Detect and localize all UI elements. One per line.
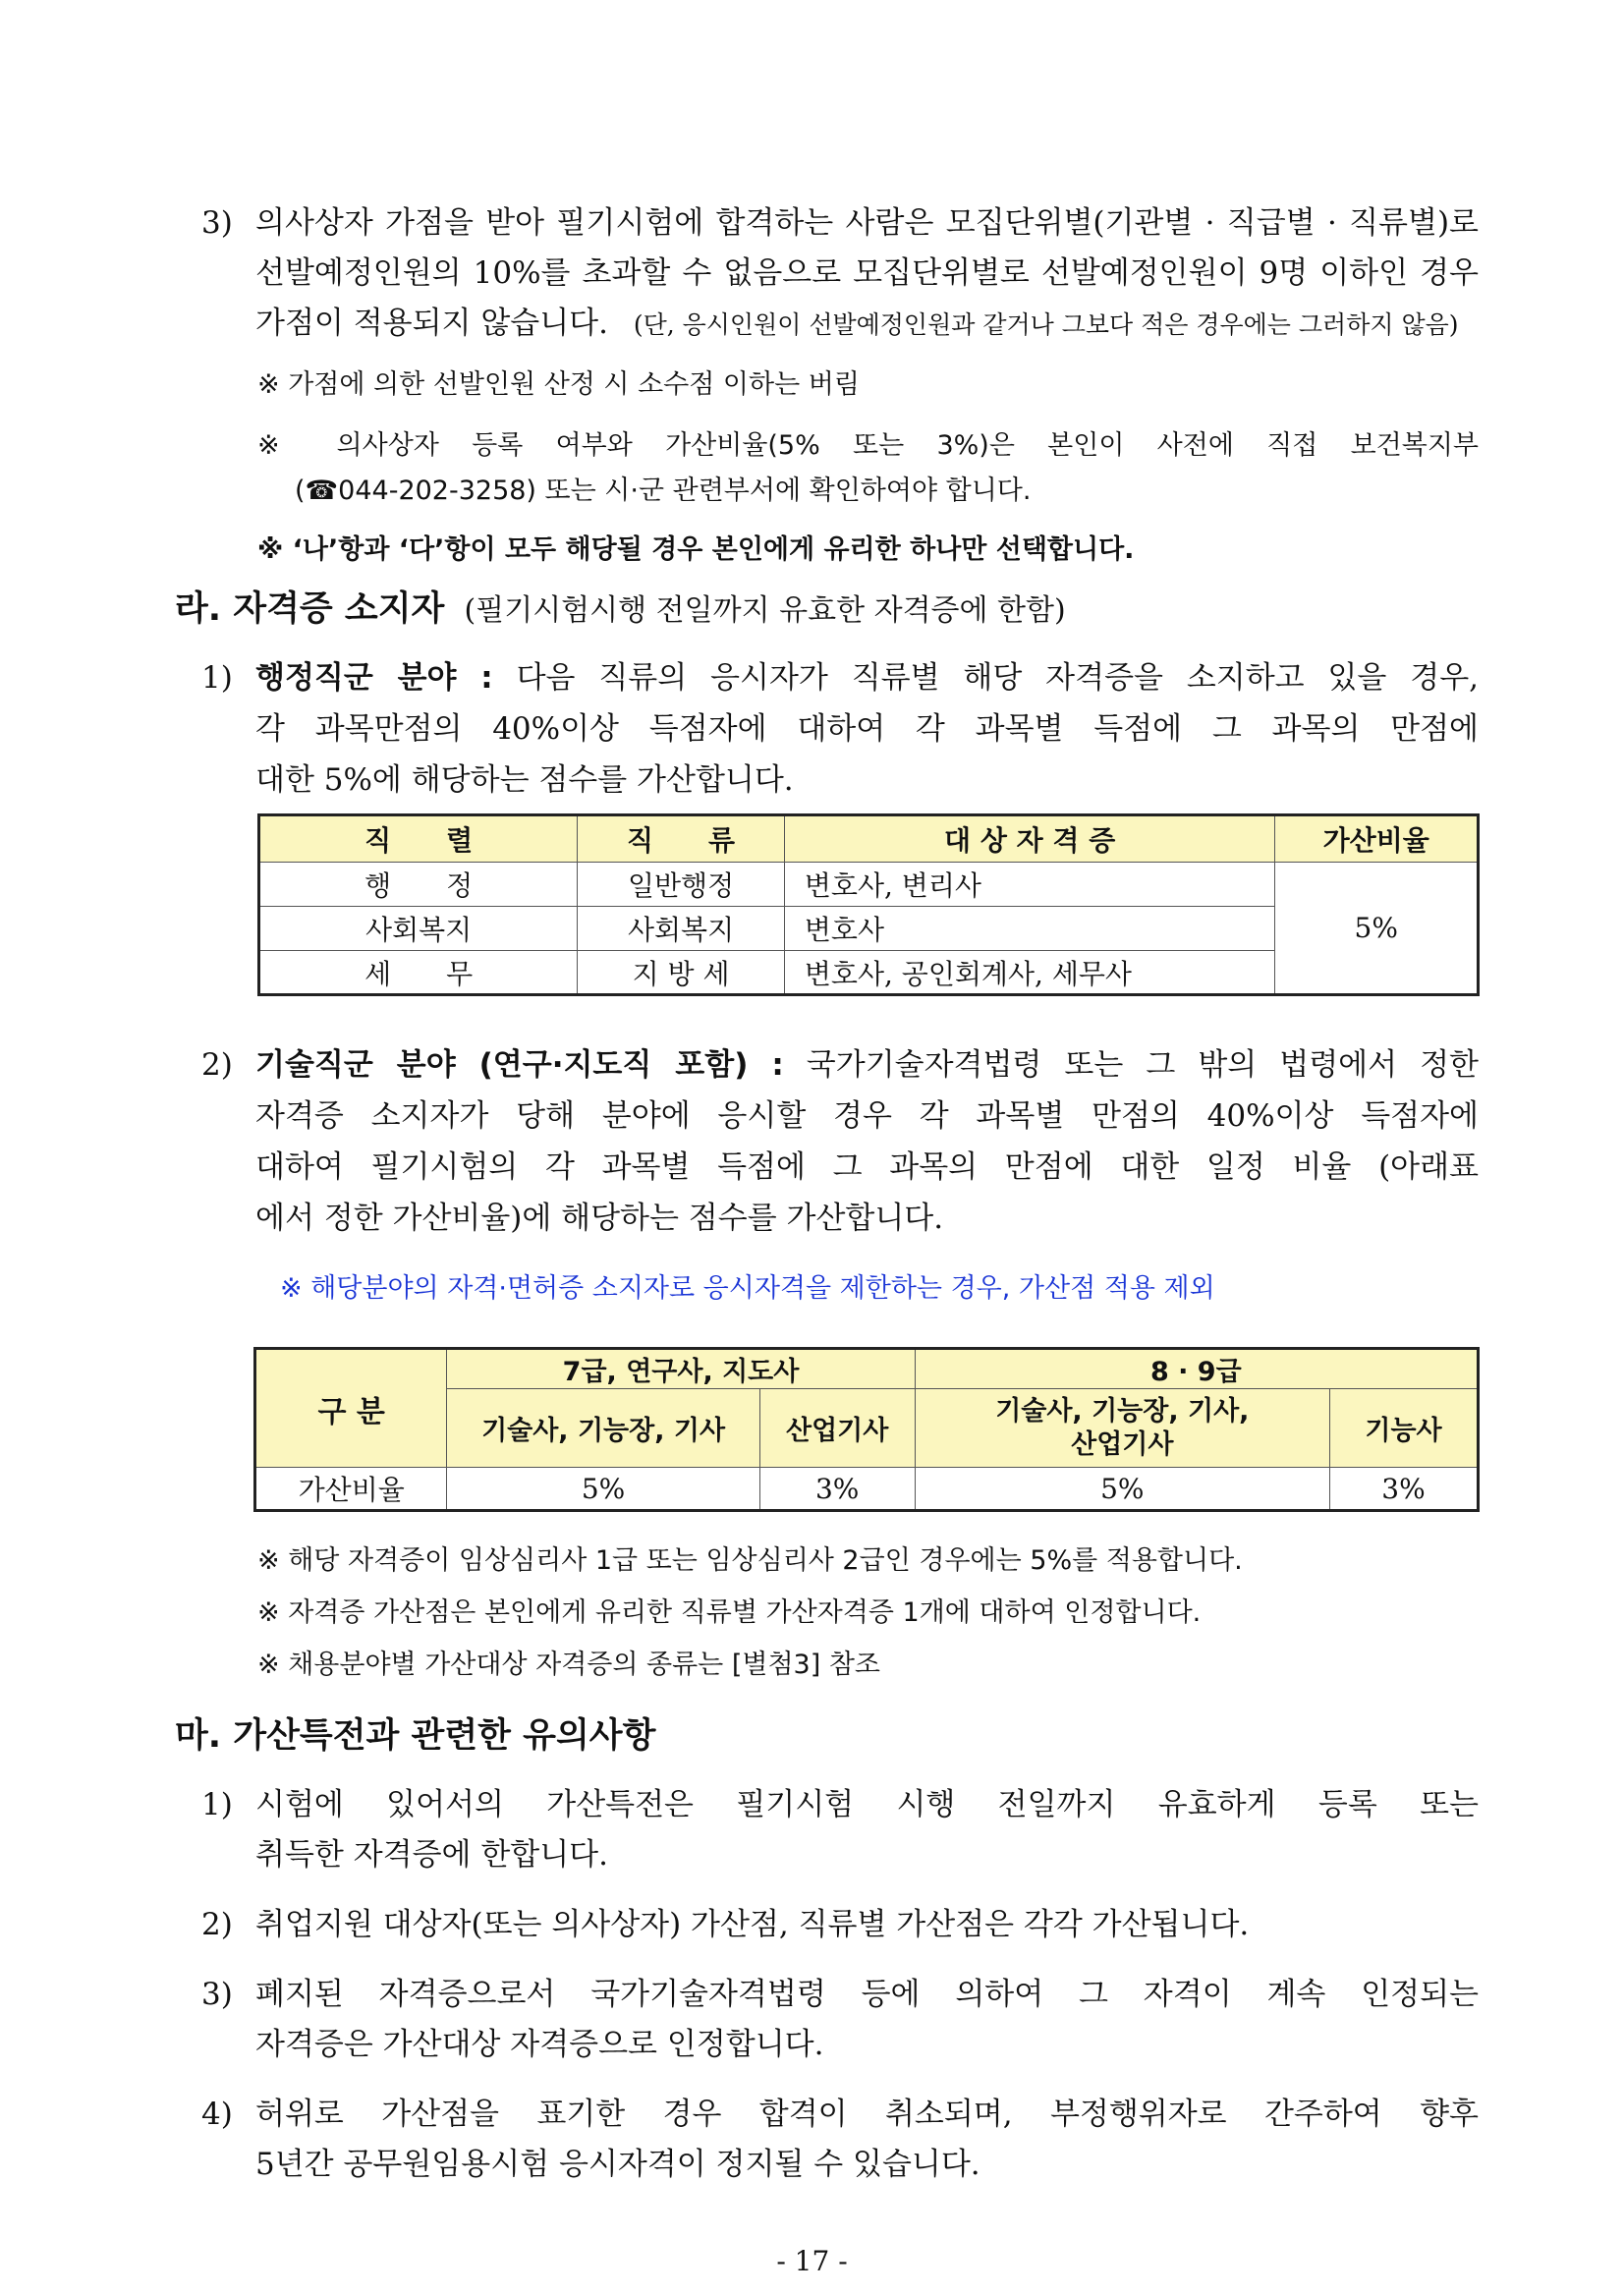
paragraph-line: 허위로 가산점을 표기한 경우 합격이 취소되며, 부정행위자로 간주하여 향후 xyxy=(255,2097,1479,2132)
paragraph-line: 대하여 필기시험의 각 과목별 득점에 그 과목의 만점에 대한 일정 비율 (아래표 xyxy=(255,1149,1479,1185)
table-header: 직 렬 xyxy=(259,815,578,863)
table-cell: 세 무 xyxy=(259,951,578,995)
paragraph-line xyxy=(255,302,1459,347)
table-group-header: 8 · 9급 xyxy=(915,1349,1478,1389)
paragraph-line: 자격증 소지자가 당해 분야에 응시할 경우 각 과목별 만점의 40%이상 득점자에 xyxy=(255,1098,1479,1134)
table-row xyxy=(259,863,1479,907)
paragraph-line xyxy=(255,1043,1479,1087)
section-heading: 마. 가산특전과 관련한 유의사항 xyxy=(175,1716,656,1756)
item-number: 1) xyxy=(201,1787,233,1822)
paragraph-line: 대한 5%에 해당하는 점수를 가산합니다. xyxy=(255,762,794,798)
note-line: (☎044-202-3258) 또는 시·군 관련부서에 확인하여야 합니다. xyxy=(295,476,1032,506)
table-cell: 행 정 xyxy=(259,863,578,907)
table-row xyxy=(255,1468,1479,1511)
paragraph-line xyxy=(255,656,1479,700)
table-cell: 지 방 세 xyxy=(578,951,785,995)
item-number: 3) xyxy=(201,205,233,241)
item-title: 기술직군 분야 (연구·지도직 포함) : xyxy=(255,1047,784,1083)
item-number: 4) xyxy=(201,2097,233,2132)
note-line-blue: ※ 해당분야의 자격·면허증 소지자로 응시자격을 제한하는 경우, 가산점 적용 제외 xyxy=(280,1273,1215,1304)
paragraph-text: 국가기술자격법령 또는 그 밖의 법령에서 정한 xyxy=(806,1047,1479,1083)
table-cell: 사회복지 xyxy=(578,907,785,951)
page-number: - 17 - xyxy=(776,2245,848,2277)
table-row-label: 가산비율 xyxy=(255,1468,447,1511)
item-number: 1) xyxy=(201,660,233,696)
note-line: ※ 채용분야별 가산대상 자격증의 종류는 [별첨3] 참조 xyxy=(257,1650,881,1680)
subheader-line: 산업기사 xyxy=(1071,1428,1174,1460)
paragraph-line: 의사상자 가점을 받아 필기시험에 합격하는 사람은 모집단위별(기관별 · 직급별 · 직류별)로 xyxy=(255,205,1479,241)
certificate-table-tech xyxy=(253,1347,1480,1512)
table-subheader xyxy=(915,1389,1329,1468)
table-subheader: 산업기사 xyxy=(759,1389,915,1468)
note-line: ※ 자격증 가산점은 본인에게 유리한 직류별 가산자격증 1개에 대하여 인정합니다. xyxy=(257,1597,1202,1628)
paragraph-line: 선발예정인원의 10%를 초과할 수 없음으로 모집단위별로 선발예정인원이 9명 이하인 경우 xyxy=(255,255,1479,291)
item-number: 3) xyxy=(201,1977,233,2012)
paragraph-line: 에서 정한 가산비율)에 해당하는 점수를 가산합니다. xyxy=(255,1201,944,1236)
paragraph-line: 폐지된 자격증으로서 국가기술자격법령 등에 의하여 그 자격이 계속 인정되는 xyxy=(255,1977,1479,2012)
table-corner-header: 구 분 xyxy=(255,1349,447,1468)
certificate-table-admin xyxy=(257,813,1480,996)
table-cell: 5% xyxy=(915,1468,1329,1511)
table-header: 대 상 자 격 증 xyxy=(784,815,1275,863)
table-subheader: 기술사, 기능장, 기사 xyxy=(447,1389,759,1468)
note-line: ※ 해당 자격증이 임상심리사 1급 또는 임상심리사 2급인 경우에는 5%를 적용합니다. xyxy=(257,1545,1243,1576)
item-number: 2) xyxy=(201,1047,233,1083)
table-cell: 5% xyxy=(447,1468,759,1511)
table-cell: 변호사 xyxy=(784,907,1275,951)
paragraph-line: 자격증은 가산대상 자격증으로 인정합니다. xyxy=(255,2027,824,2062)
paragraph-line: 시험에 있어서의 가산특전은 필기시험 시행 전일까지 유효하게 등록 또는 xyxy=(255,1787,1479,1822)
item-number: 2) xyxy=(201,1907,233,1942)
item-title: 행정직군 분야 : xyxy=(255,660,493,696)
paragraph-line: 취득한 자격증에 한합니다. xyxy=(255,1837,608,1873)
subheader-line: 기술사, 기능장, 기사, xyxy=(995,1395,1250,1427)
paragraph-text: 가점이 적용되지 않습니다. xyxy=(255,306,608,341)
table-cell: 변호사, 공인회계사, 세무사 xyxy=(784,951,1275,995)
note-line: ※ 가점에 의한 선발인원 산정 시 소수점 이하는 버림 xyxy=(257,369,860,400)
paragraph-line: 각 과목만점의 40%이상 득점자에 대하여 각 과목별 득점에 그 과목의 만점에 xyxy=(255,711,1479,747)
table-subheader: 기능사 xyxy=(1329,1389,1478,1468)
table-header: 가산비율 xyxy=(1275,815,1479,863)
note-line: ※ 의사상자 등록 여부와 가산비율(5% 또는 3%)은 본인이 사전에 직접 보건복지부 xyxy=(257,430,1479,461)
heading-subtitle: (필기시험시행 전일까지 유효한 자격증에 한함) xyxy=(464,593,1066,628)
table-cell: 일반행정 xyxy=(578,863,785,907)
table-cell: 3% xyxy=(1329,1468,1478,1511)
note-line-bold: ※ ‘나’항과 ‘다’항이 모두 해당될 경우 본인에게 유리한 하나만 선택합니다. xyxy=(257,534,1135,565)
table-cell: 3% xyxy=(759,1468,915,1511)
section-heading xyxy=(175,588,1066,633)
table-cell: 사회복지 xyxy=(259,907,578,951)
table-header: 직 류 xyxy=(578,815,785,863)
table-cell-ratio: 5% xyxy=(1275,863,1479,995)
heading-title: 라. 자격증 소지자 xyxy=(175,589,445,629)
paragraph-text: 다음 직류의 응시자가 직류별 해당 자격증을 소지하고 있을 경우, xyxy=(516,660,1479,696)
table-group-header: 7급, 연구사, 지도사 xyxy=(447,1349,915,1389)
paragraph-note: (단, 응시인원이 선발예정인원과 같거나 그보다 적은 경우에는 그러하지 않음) xyxy=(633,310,1459,339)
paragraph-line: 5년간 공무원임용시험 응시자격이 정지될 수 있습니다. xyxy=(255,2147,980,2182)
paragraph-line: 취업지원 대상자(또는 의사상자) 가산점, 직류별 가산점은 각각 가산됩니다. xyxy=(255,1907,1250,1942)
table-cell: 변호사, 변리사 xyxy=(784,863,1275,907)
